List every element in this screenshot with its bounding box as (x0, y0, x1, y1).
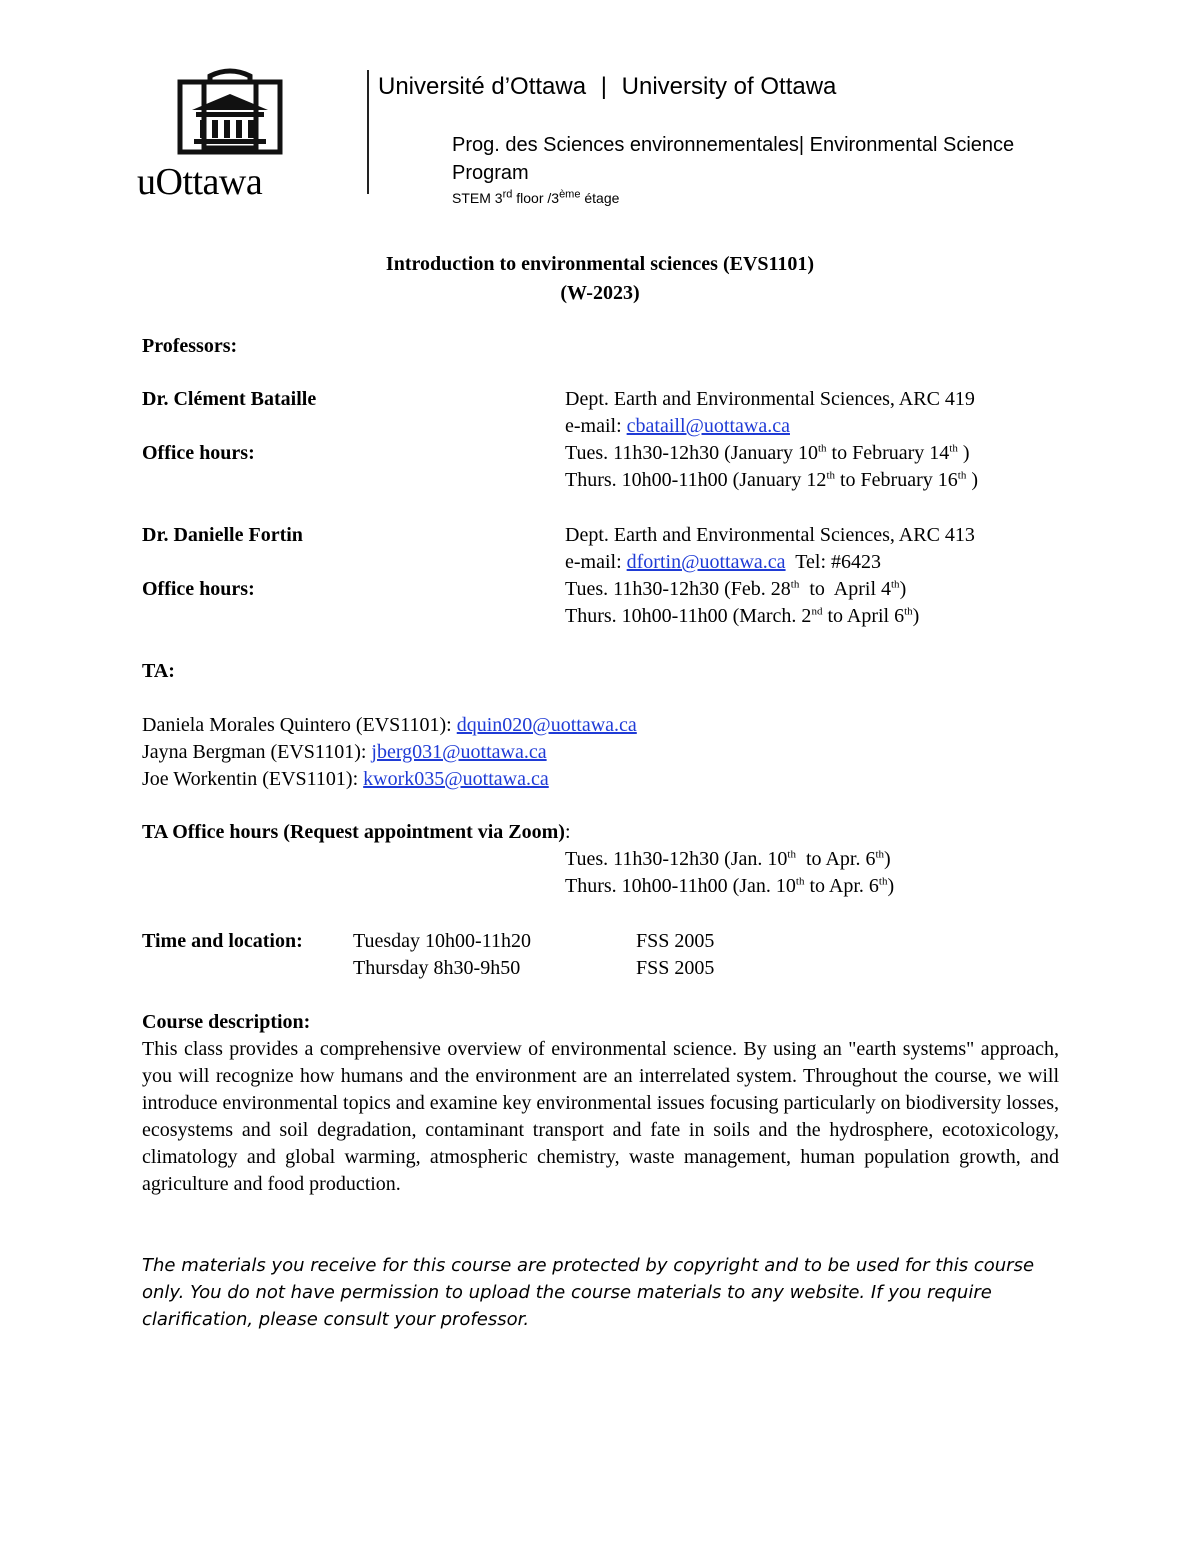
course-term: (W-2023) (560, 282, 640, 304)
prof2-email-link[interactable]: dfortin@uottawa.ca (626, 551, 786, 573)
ta1-row: Daniela Morales Quintero (EVS1101): dquin020@uottawa.ca (142, 714, 637, 736)
uottawa-wordmark: uOttawa (137, 161, 263, 203)
university-name-fr: Université d’Ottawa (378, 73, 587, 100)
ta-hours-1: Tues. 11h30-12h30 (Jan. 10th to Apr. 6th) (565, 848, 891, 870)
prof2-hours-label: Office hours: (142, 578, 255, 600)
prof2-hours-2: Thurs. 10h00-11h00 (March. 2nd to April 6th) (565, 605, 920, 627)
ta-hours-2: Thurs. 10h00-11h00 (Jan. 10th to Apr. 6th) (565, 875, 895, 897)
prof1-email-row: e-mail: cbataill@uottawa.ca (565, 415, 790, 437)
schedule-row-2-time: Thursday 8h30-9h50 (353, 957, 521, 979)
program-location: STEM 3rd floor /3ème étage (452, 188, 620, 206)
ta2-row: Jayna Bergman (EVS1101): jberg031@uottawa.ca (142, 741, 547, 763)
schedule-row-2-room: FSS 2005 (636, 957, 715, 979)
ta3-row: Joe Workentin (EVS1101): kwork035@uottawa.ca (142, 768, 549, 790)
prof2-name: Dr. Danielle Fortin (142, 524, 303, 546)
prof1-hours-label: Office hours: (142, 442, 255, 464)
schedule-row-1-room: FSS 2005 (636, 930, 715, 952)
prof1-hours-2: Thurs. 10h00-11h00 (January 12th to February 16th ) (565, 469, 978, 491)
prof2-email-row: e-mail: dfortin@uottawa.ca Tel: #6423 (565, 551, 882, 573)
course-description-heading: Course description: (142, 1011, 311, 1033)
program-name (452, 131, 1014, 187)
copyright-notice: The materials you receive for this course are protected by copyright and to be used for this course only. You do not have permission to upload the course materials to any website. If you require clarification, please consult your professor. (142, 1255, 1035, 1330)
university-name-sep: | (600, 73, 607, 100)
ta3-email-link[interactable]: kwork035@uottawa.ca (363, 768, 549, 790)
course-description-text: This class provides a comprehensive overview of environmental science. By using an "earth systems" approach, you will recognize how humans and the environment are an interrelated system. Throughout the course, we will introduce environmental topics and examine key environmental issues focusing particularly on biodiversity losses, ecosystems and soil degradation, contaminant transport and fate in soils and the hydrosphere, ecotoxicology, climatology and global warming, atmospheric chemistry, waste management, human population growth, and agriculture and food production. (142, 1038, 1060, 1195)
prof2-hours-1: Tues. 11h30-12h30 (Feb. 28th to April 4th) (565, 578, 907, 600)
ta1-email-link[interactable]: dquin020@uottawa.ca (456, 714, 637, 736)
ta2-email-link[interactable]: jberg031@uottawa.ca (371, 741, 547, 763)
prof1-name: Dr. Clément Bataille (142, 388, 317, 410)
prof1-email-link[interactable]: cbataill@uottawa.ca (626, 415, 790, 437)
program-line-2: Program (452, 162, 529, 184)
professors-heading: Professors: (142, 335, 238, 357)
prof1-dept: Dept. Earth and Environmental Sciences, ARC 419 (565, 388, 975, 410)
prof2-dept: Dept. Earth and Environmental Sciences, ARC 413 (565, 524, 975, 546)
university-name (378, 72, 836, 102)
ta-hours-heading: TA Office hours (Request appointment via Zoom): (142, 821, 571, 843)
prof1-hours-1: Tues. 11h30-12h30 (January 10th to February 14th ) (565, 442, 970, 464)
ta-heading: TA: (142, 660, 175, 682)
time-location-label: Time and location: (142, 930, 303, 952)
header-divider (367, 70, 369, 194)
program-line-1: Prog. des Sciences environnementales| Environmental Science (452, 134, 1015, 156)
schedule-row-1-time: Tuesday 10h00-11h20 (353, 930, 531, 952)
course-title: Introduction to environmental sciences (EVS1101) (385, 253, 815, 275)
university-name-en: University of Ottawa (621, 73, 837, 100)
